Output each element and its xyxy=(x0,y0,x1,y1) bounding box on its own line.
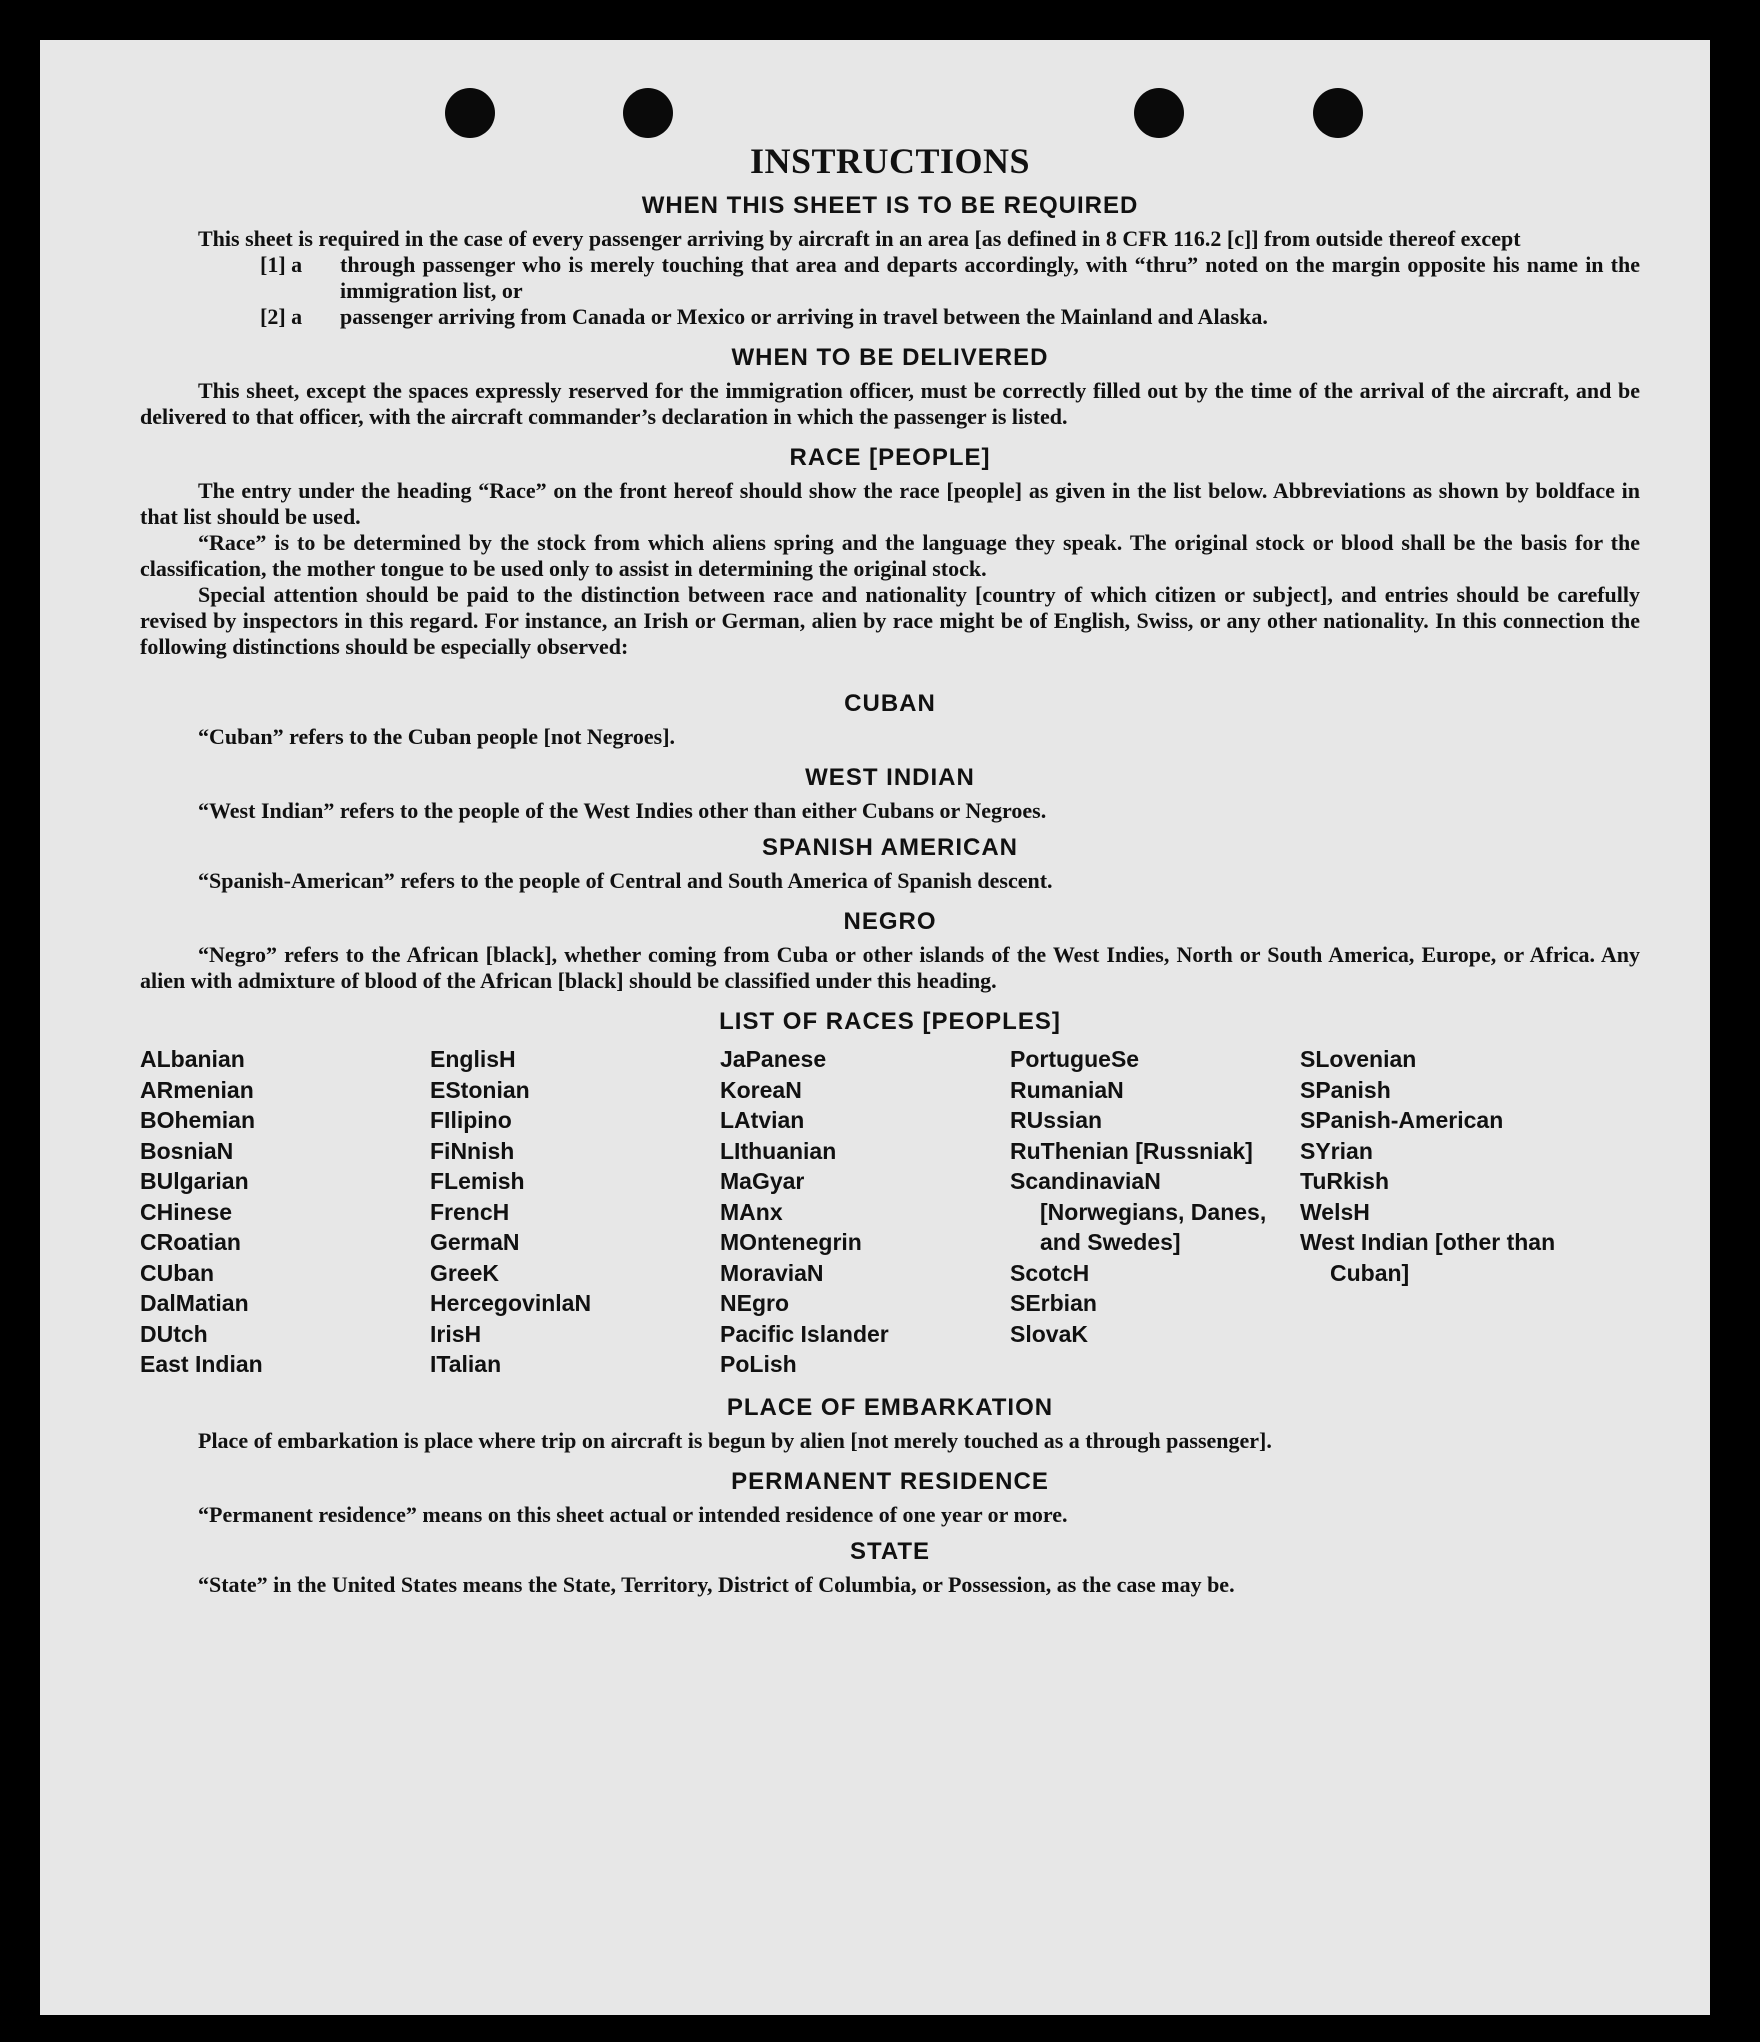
race-item: RumaniaN xyxy=(1010,1076,1124,1103)
races-column xyxy=(1300,1044,1590,1380)
race-item: BUlgarian xyxy=(140,1168,249,1194)
race-item: CRoatian xyxy=(140,1229,241,1255)
race-item: IrisH xyxy=(430,1320,482,1347)
punch-hole xyxy=(1313,88,1363,138)
race-item: FrencH xyxy=(430,1198,510,1225)
race-item: ScandinaviaN [Norwegians, Danes, and Swedes] xyxy=(1010,1168,1267,1255)
race-item: FIlipino xyxy=(430,1107,512,1133)
race-item: RuThenian [Russniak] xyxy=(1010,1137,1253,1164)
race-item: MoraviaN xyxy=(720,1259,824,1286)
race-item: MAnx xyxy=(720,1198,783,1225)
exception-text: passenger arriving from Canada or Mexico or arriving in travel between the Mainland and Alaska. xyxy=(340,304,1268,329)
race-item: SPanish xyxy=(1300,1076,1391,1103)
west-indian-text: “West Indian” refers to the people of the West Indies other than either Cubans or Negroes. xyxy=(198,798,1047,823)
race-item: ALbanian xyxy=(140,1046,245,1072)
heading-permanent-residence: PERMANENT RESIDENCE xyxy=(731,1467,1049,1495)
race-item: RUssian xyxy=(1010,1107,1103,1133)
races-column xyxy=(430,1044,720,1380)
race-item: NEgro xyxy=(720,1290,789,1316)
state-text: “State” in the United States means the State, Territory, District of Columbia, or Possession, as the case may be. xyxy=(198,1571,1235,1597)
exception-number: [1] a xyxy=(260,252,303,277)
heading-spanish-american: SPANISH AMERICAN xyxy=(761,834,1018,861)
race-item: ARmenian xyxy=(140,1076,254,1103)
race-item: JaPanese xyxy=(720,1046,827,1072)
race-item: SErbian xyxy=(1010,1290,1097,1316)
race-item: EnglisH xyxy=(430,1046,516,1072)
race-item: East Indian xyxy=(140,1351,263,1377)
race-item: ITalian xyxy=(430,1351,502,1377)
race-item: TuRkish xyxy=(1300,1168,1390,1194)
heading-cuban: CUBAN xyxy=(844,690,936,717)
race-item: CHinese xyxy=(140,1198,233,1225)
race-item: GermaN xyxy=(430,1229,520,1255)
required-intro: This sheet is required in the case of every passenger arriving by aircraft in an area [as defined in 8 CFR 116.2 [c]] from outside thereof except xyxy=(198,226,1521,251)
exception-item xyxy=(260,304,1640,330)
residence-text: “Permanent residence” means on this sheet actual or intended residence of one year or more. xyxy=(198,1501,1068,1527)
race-item: PoLish xyxy=(720,1351,797,1377)
race-item: EStonian xyxy=(430,1076,530,1103)
race-item: BOhemian xyxy=(140,1107,256,1133)
embarkation-text: Place of embarkation is place where trip on aircraft is begun by alien [not merely touched as a through passenger]. xyxy=(198,1427,1272,1453)
exception-number: [2] a xyxy=(260,304,303,329)
race-item: SPanish-American xyxy=(1300,1107,1504,1133)
heading-negro: NEGRO xyxy=(843,908,937,935)
heading-west-indian: WEST INDIAN xyxy=(805,764,975,791)
spanish-american-text: “Spanish-American” refers to the people of Central and South America of Spanish descent. xyxy=(198,868,1053,893)
instructions-content xyxy=(140,140,1640,1598)
race-item: SYrian xyxy=(1300,1137,1373,1164)
race-item: PortugueSe xyxy=(1010,1046,1140,1072)
race-paragraph-1: The entry under the heading “Race” on the front hereof should show the race [people] as given in the list below. Abbreviations as shown by boldface in that list should be used. xyxy=(140,478,1640,529)
races-column xyxy=(140,1044,430,1380)
race-paragraph-2: “Race” is to be determined by the stock from which aliens spring and the language they speak. The original stock or blood shall be the basis for the classification, the mother tongue to be used only to assist in determining the original stock. xyxy=(140,530,1640,581)
race-item: LAtvian xyxy=(720,1107,805,1133)
page-title: INSTRUCTIONS xyxy=(749,141,1031,181)
heading-delivered: WHEN TO BE DELIVERED xyxy=(731,344,1049,371)
cuban-text: “Cuban” refers to the Cuban people [not Negroes]. xyxy=(198,724,676,749)
race-item: LIthuanian xyxy=(720,1137,837,1164)
exception-item xyxy=(260,252,1640,304)
punch-hole xyxy=(623,88,673,138)
race-paragraph-3: Special attention should be paid to the distinction between race and nationality [country of which citizen or subject], and entries should be carefully revised by inspectors in this regard. For instance, an Irish or German, alien by race might be of English, Swiss, or any other nationality. In this connection the following distinctions should be especially observed: xyxy=(140,582,1640,659)
heading-required: WHEN THIS SHEET IS TO BE REQUIRED xyxy=(641,192,1139,219)
delivered-text: This sheet, except the spaces expressly reserved for the immigration officer, must be correctly filled out by the time of the arrival of the aircraft, and be delivered to that officer, with the aircraft commander’s declaration in which the passenger is listed. xyxy=(140,378,1640,429)
race-item: West Indian [other than Cuban] xyxy=(1300,1229,1556,1286)
race-item: ScotcH xyxy=(1010,1259,1090,1286)
race-item: SlovaK xyxy=(1010,1320,1088,1347)
race-item: WelsH xyxy=(1300,1198,1370,1225)
race-item: DalMatian xyxy=(140,1290,249,1316)
races-column xyxy=(720,1044,1010,1380)
race-item: SLovenian xyxy=(1300,1046,1417,1072)
heading-state: STATE xyxy=(849,1537,931,1565)
heading-embarkation: PLACE OF EMBARKATION xyxy=(726,1393,1054,1421)
race-item: HercegovinlaN xyxy=(430,1290,592,1316)
heading-race: RACE [PEOPLE] xyxy=(789,444,991,471)
heading-list-of-races: LIST OF RACES [PEOPLES] xyxy=(719,1008,1061,1035)
exception-text: through passenger who is merely touching that area and departs accordingly, with “thru” noted on the margin opposite his name in the immigration list, or xyxy=(340,252,1640,303)
race-item: CUban xyxy=(140,1259,215,1286)
document-sheet xyxy=(40,40,1710,2015)
race-item: KoreaN xyxy=(720,1076,802,1103)
race-item: DUtch xyxy=(140,1320,208,1347)
races-list xyxy=(140,1044,1640,1380)
race-item: GreeK xyxy=(430,1259,500,1286)
punch-hole xyxy=(1134,88,1184,138)
race-item: BosniaN xyxy=(140,1137,234,1164)
punch-hole xyxy=(445,88,495,138)
negro-text: “Negro” refers to the African [black], whether coming from Cuba or other islands of the West Indies, North or South America, Europe, or Africa. Any alien with admixture of blood of the African [black] should be classified under this heading. xyxy=(140,942,1640,993)
race-item: MOntenegrin xyxy=(720,1229,862,1255)
race-item: FLemish xyxy=(430,1168,525,1194)
races-column xyxy=(1010,1044,1300,1380)
race-item: FiNnish xyxy=(430,1137,515,1164)
race-item: MaGyar xyxy=(720,1168,805,1194)
race-item: Pacific Islander xyxy=(720,1320,889,1347)
